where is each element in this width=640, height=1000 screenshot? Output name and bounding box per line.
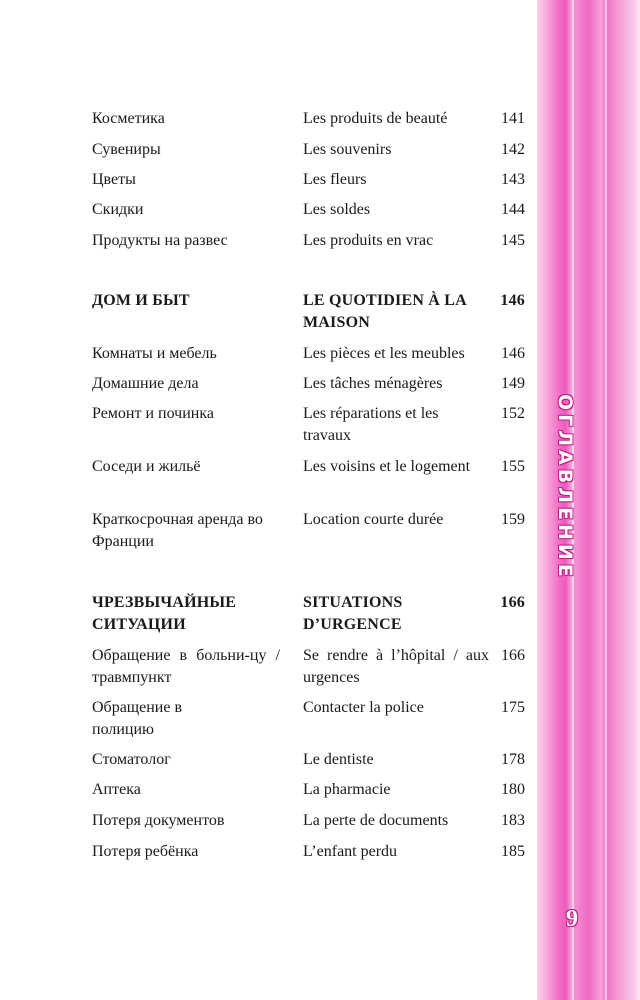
toc-french-title: SITUATIONS D’URGENCE: [303, 594, 403, 633]
toc-french-title: Les produits en vrac: [303, 232, 434, 249]
toc-page-number: 146: [501, 345, 525, 362]
toc-page-number: 155: [501, 458, 525, 475]
toc-russian-title: Аптека: [92, 781, 141, 798]
toc-french-title: Les pièces et les meubles: [303, 345, 465, 362]
toc-french-title: Les réparations et les travaux: [303, 405, 439, 444]
toc-page-number: 141: [501, 110, 525, 127]
toc-french-title: Les fleurs: [303, 171, 367, 188]
toc-french-title: Les souvenirs: [303, 141, 392, 158]
toc-page-number: 152: [501, 405, 525, 422]
toc-page-number: 146: [500, 292, 525, 309]
toc-page-number: 149: [501, 375, 525, 392]
toc-page-number: 166: [501, 647, 525, 664]
toc-french-title: Les produits de beauté: [303, 110, 448, 127]
toc-page-number: 185: [501, 843, 525, 860]
page-number: 9: [566, 906, 578, 932]
toc-russian-title: Обращение в больни-цу / травмпункт: [92, 647, 280, 686]
toc-french-title: Se rendre à l’hôpital / aux urgences: [303, 647, 489, 686]
toc-russian-title: Потеря ребёнка: [92, 843, 199, 860]
toc-page-number: 178: [501, 751, 525, 768]
toc-french-title: Le dentiste: [303, 751, 374, 768]
toc-russian-title: Продукты на развес: [92, 232, 228, 249]
toc-russian-title: Ремонт и починка: [92, 405, 214, 422]
toc-french-title: Contacter la police: [303, 699, 424, 716]
toc-page-number: 144: [501, 201, 525, 218]
toc-french-title: Les voisins et le logement: [303, 458, 471, 475]
toc-page-number: 145: [501, 232, 525, 249]
tab-divider: [605, 0, 607, 1000]
toc-french-title: Les soldes: [303, 201, 371, 218]
toc-russian-title: Обращение в полицию: [92, 699, 182, 738]
toc-russian-title: Стоматолог: [92, 751, 171, 768]
toc-russian-title: Цветы: [92, 171, 136, 188]
toc-russian-title: Соседи и жильё: [92, 458, 201, 475]
toc-page-number: 166: [500, 594, 525, 611]
toc-page-number: 143: [501, 171, 525, 188]
toc-french-title: La perte de documents: [303, 812, 449, 829]
toc-french-title: L’enfant perdu: [303, 843, 398, 860]
toc-page-number: 180: [501, 781, 525, 798]
toc-russian-title: Сувениры: [92, 141, 161, 158]
toc-russian-title: Домашние дела: [92, 375, 199, 392]
toc-russian-title: ДОМ И БЫТ: [92, 292, 190, 309]
toc-french-title: LE QUOTIDIEN À LA MAISON: [303, 292, 466, 331]
toc-page-number: 142: [501, 141, 525, 158]
toc-russian-title: Скидки: [92, 201, 144, 218]
toc-french-title: Les tâches ménagères: [303, 375, 443, 392]
toc-page-number: 159: [501, 511, 525, 528]
toc-french-title: Location courte durée: [303, 511, 444, 528]
toc-russian-title: ЧРЕЗВЫЧАЙНЫЕ СИТУАЦИИ: [92, 594, 237, 633]
toc-russian-title: Комнаты и мебель: [92, 345, 217, 362]
toc-russian-title: Косметика: [92, 110, 165, 127]
toc-russian-title: Краткосрочная аренда во Франции: [92, 511, 263, 550]
toc-page-number: 175: [501, 699, 525, 716]
toc-french-title: La pharmacie: [303, 781, 391, 798]
toc-russian-title: Потеря документов: [92, 812, 225, 829]
section-tab-title: ОГЛАВЛЕНИЕ: [554, 394, 576, 581]
toc-page-number: 183: [501, 812, 525, 829]
